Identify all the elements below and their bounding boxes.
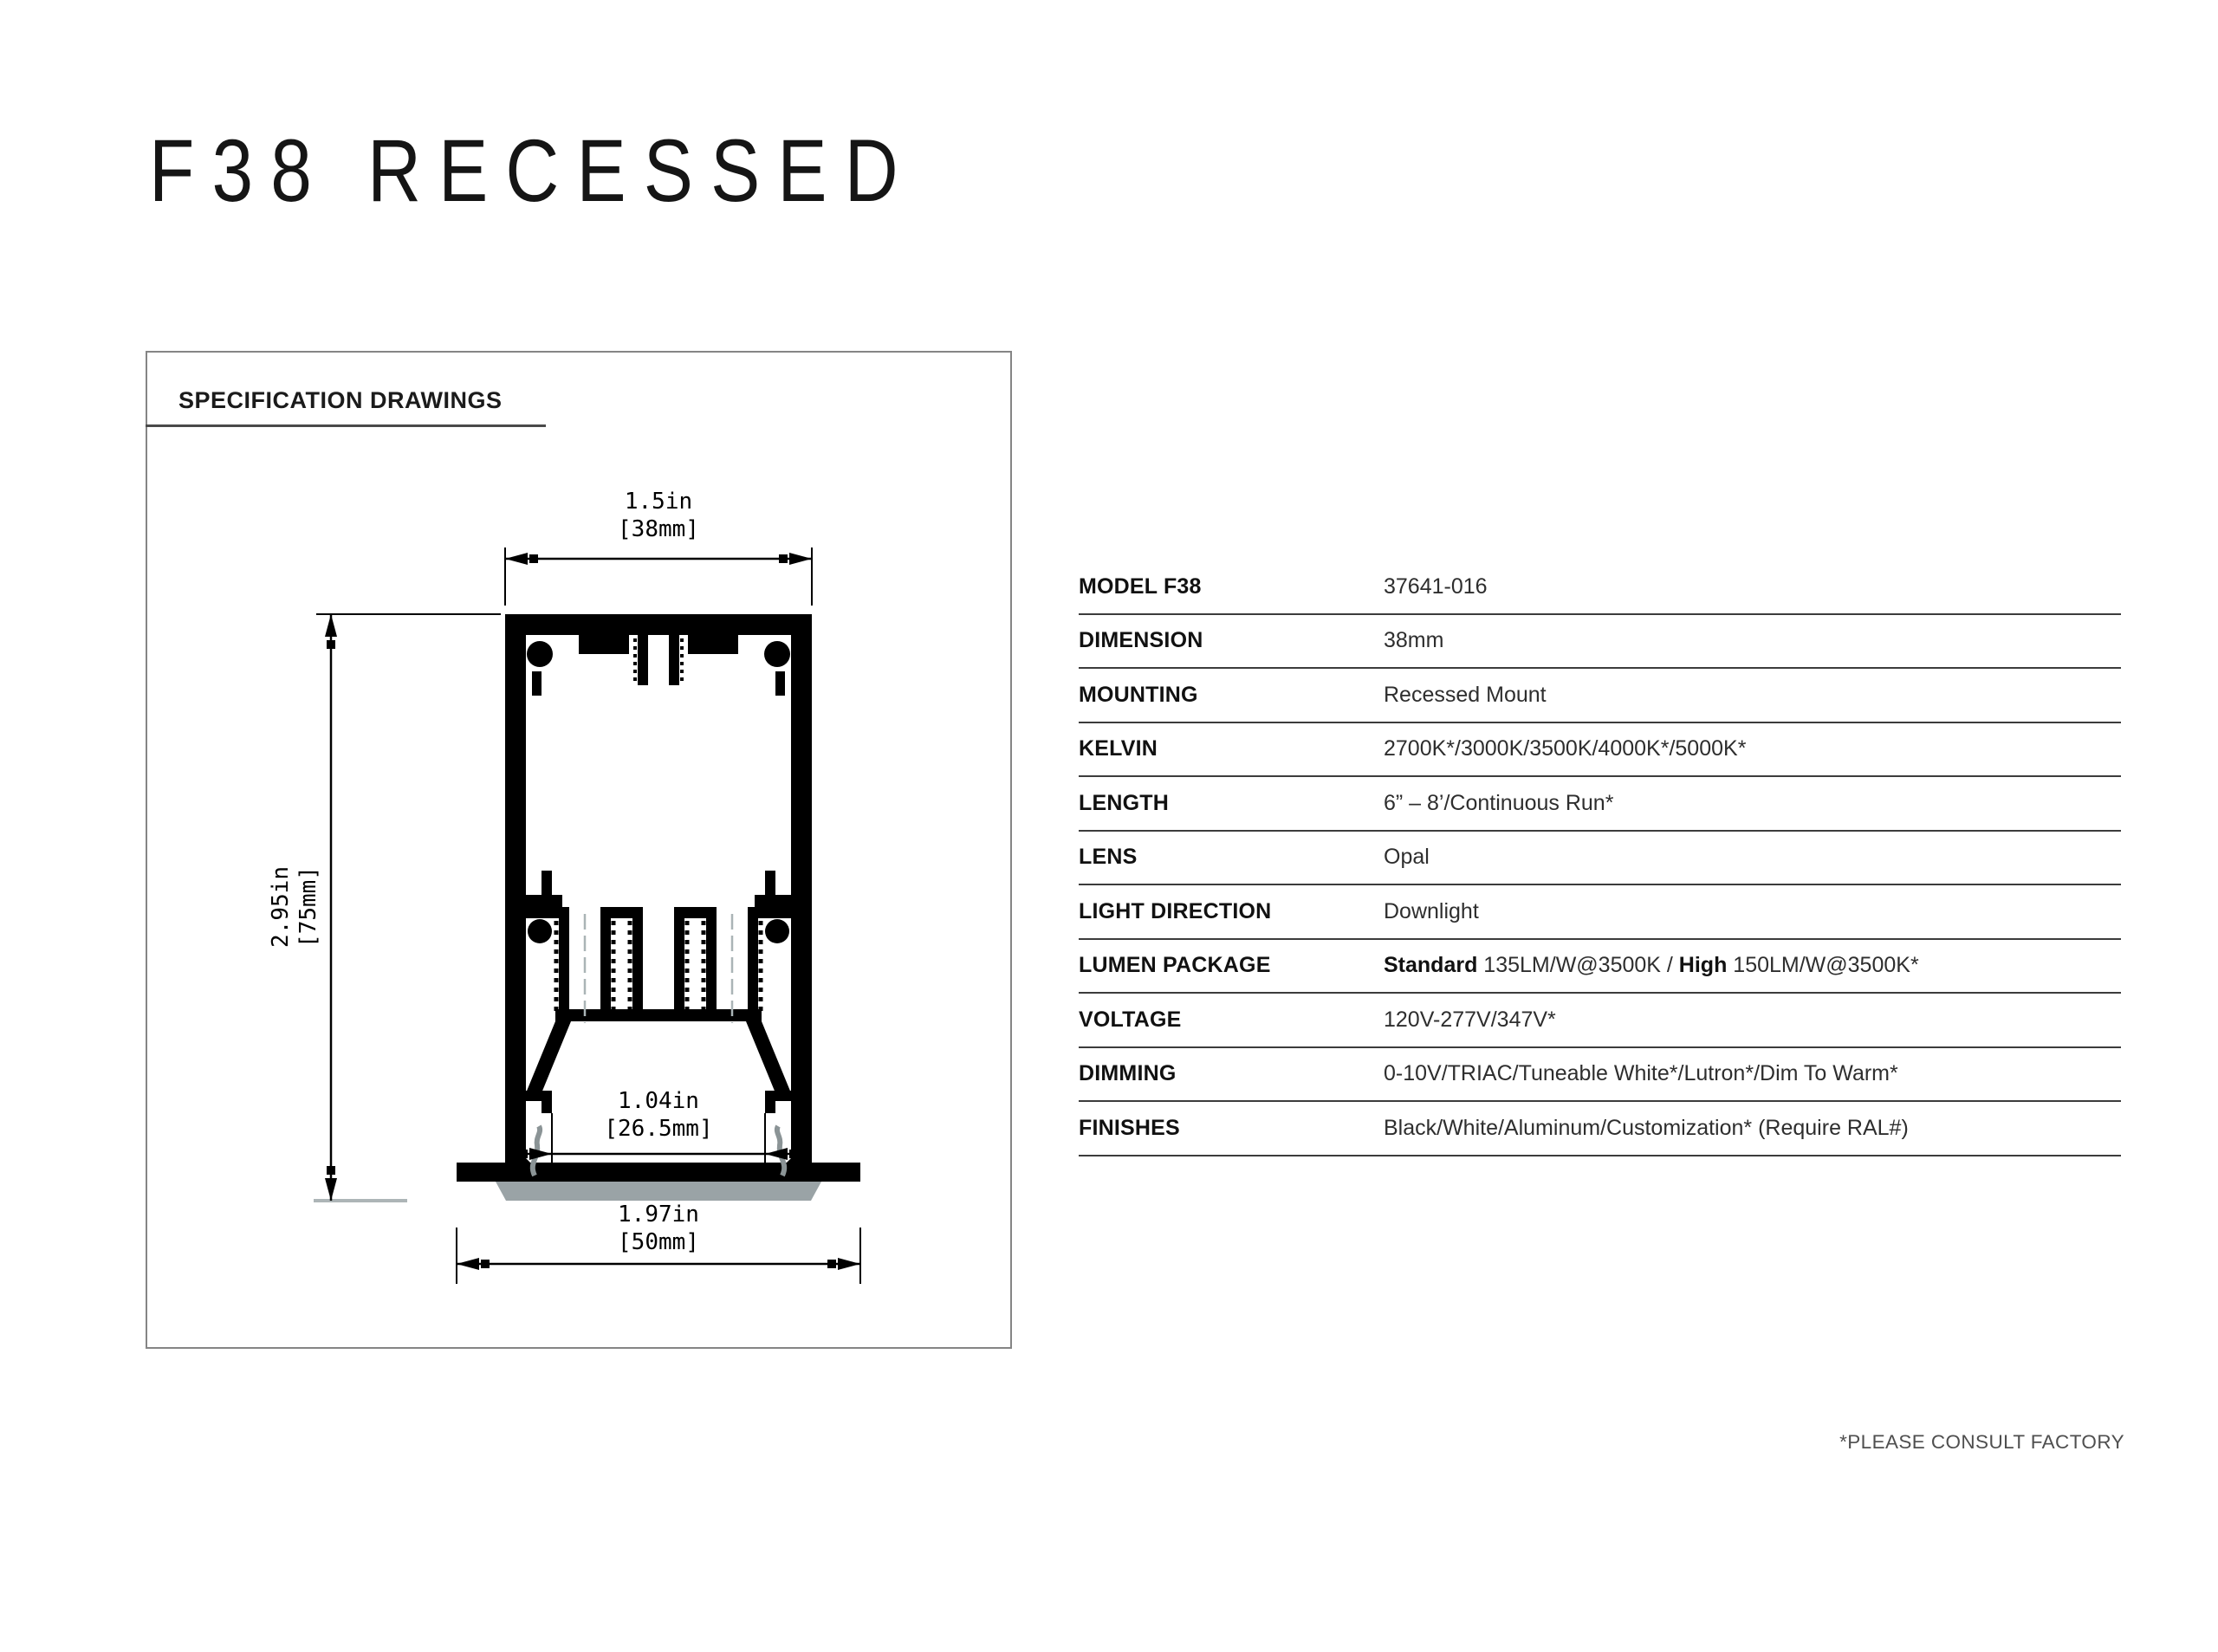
spec-row-kelvin: [1079, 723, 2121, 778]
specification-drawings-panel: [146, 351, 1012, 1349]
lumen-standard-value: 135LM/W@3500K /: [1477, 953, 1679, 978]
row-value: Recessed Mount: [1384, 682, 1547, 707]
dim-left-inches: 2.95in: [268, 866, 294, 948]
row-value: 120V-277V/347V*: [1384, 1007, 1556, 1032]
dim-bottom-inches: 1.97in: [618, 1202, 699, 1228]
spec-row-length: [1079, 777, 2121, 832]
row-label: DIMENSION: [1079, 628, 1203, 653]
dim-inner-mm: [26.5mm]: [604, 1116, 713, 1142]
row-value: 37641-016: [1384, 573, 1488, 599]
lumen-high-label: High: [1678, 953, 1728, 978]
spec-row-light-direction: [1079, 885, 2121, 940]
row-label: LUMEN PACKAGE: [1079, 953, 1271, 978]
row-label: LIGHT DIRECTION: [1079, 898, 1272, 923]
cross-section-drawing: [147, 353, 1010, 1347]
spec-row-model: [1079, 560, 2121, 615]
row-value: Black/White/Aluminum/Customization* (Require RAL#): [1384, 1115, 1909, 1140]
spec-row-lens: [1079, 832, 2121, 886]
spec-row-lumen-package: [1079, 940, 2121, 994]
row-label: LENS: [1079, 845, 1138, 870]
dim-top-inches: 1.5in: [624, 489, 693, 515]
spec-row-mounting: [1079, 669, 2121, 723]
row-label: MOUNTING: [1079, 682, 1198, 707]
row-label: FINISHES: [1079, 1115, 1180, 1140]
row-label: MODEL F38: [1079, 573, 1202, 599]
lumen-standard-label: Standard: [1384, 953, 1478, 978]
row-value: 6” – 8’/Continuous Run*: [1384, 790, 1614, 815]
row-value: Downlight: [1384, 898, 1479, 923]
row-value: 38mm: [1384, 628, 1444, 653]
panel-heading: SPECIFICATION DRAWINGS: [146, 353, 546, 427]
row-value: [1384, 953, 1919, 978]
row-value: 0-10V/TRIAC/Tuneable White*/Lutron*/Dim To Warm*: [1384, 1061, 1898, 1086]
spec-table: [1079, 560, 2121, 1156]
row-label: VOLTAGE: [1079, 1007, 1182, 1032]
lumen-high-value: 150LM/W@3500K*: [1727, 953, 1919, 978]
spec-row-finishes: [1079, 1102, 2121, 1156]
dim-bottom-mm: [50mm]: [618, 1229, 699, 1255]
row-label: KELVIN: [1079, 736, 1158, 761]
footnote: *PLEASE CONSULT FACTORY: [1839, 1431, 2124, 1453]
dim-left-mm: [75mm]: [295, 866, 321, 948]
spec-row-voltage: [1079, 994, 2121, 1048]
row-label: LENGTH: [1079, 790, 1169, 815]
dim-inner-inches: 1.04in: [618, 1088, 699, 1114]
row-value: 2700K*/3000K/3500K/4000K*/5000K*: [1384, 736, 1747, 761]
row-value: Opal: [1384, 845, 1430, 870]
spec-row-dimension: [1079, 615, 2121, 670]
spec-row-dimming: [1079, 1048, 2121, 1103]
page-title: F38 RECESSED: [149, 121, 916, 220]
dim-top-mm: [38mm]: [618, 516, 699, 542]
row-label: DIMMING: [1079, 1061, 1177, 1086]
